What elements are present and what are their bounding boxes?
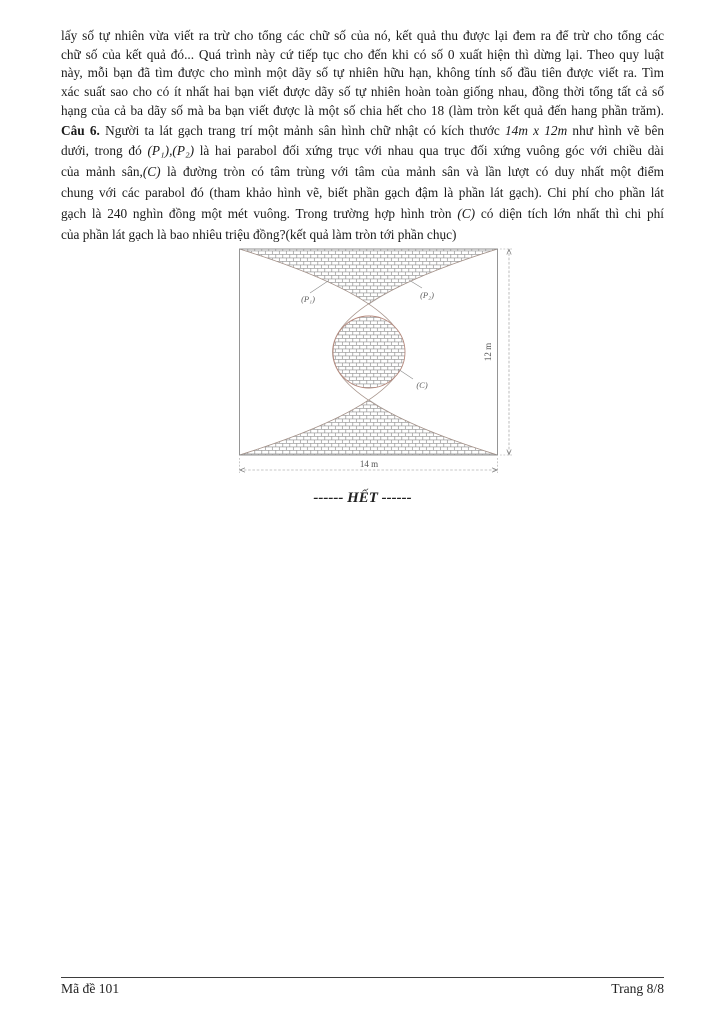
exam-code: Mã đề 101 xyxy=(61,981,120,996)
dimensions-math: 14m x 12m xyxy=(505,122,568,138)
yard-figure xyxy=(239,247,517,479)
text-block xyxy=(61,27,664,245)
page-footer xyxy=(61,981,664,997)
question-line xyxy=(61,121,664,142)
intro-line: lấy số tự nhiên vừa viết ra trừ cho tổng các chữ số của nó, kết quả thu được lại đem ra để trừ cho tổng các xyxy=(61,28,664,43)
c-leader-line xyxy=(398,369,413,379)
question-line xyxy=(61,162,664,183)
question-line: của phần lát gạch là bao nhiêu triệu đồng?(kết quả làm tròn tới phần chục) xyxy=(61,226,457,242)
question-line xyxy=(61,204,664,225)
end-of-exam-marker: ------ HẾT ------ xyxy=(313,490,412,506)
bottom-tiled-region xyxy=(240,400,498,455)
question-text: là đường tròn có tâm trùng với tâm của mảnh sân và lần lượt có duy nhất một điểm xyxy=(160,164,664,180)
yard-diagram-svg xyxy=(239,247,517,479)
question-text: của mảnh sân, xyxy=(61,164,143,180)
question-text: dưới, trong đó xyxy=(61,143,148,159)
circle-label: (C) xyxy=(416,380,428,390)
circle-math: (C) xyxy=(457,205,476,221)
question-text: là hai parabol đối xứng trục với nhau qua trục đối xứng vuông góc với chiều dài xyxy=(194,143,664,159)
question-number-label: Câu 6. xyxy=(61,122,100,138)
intro-line: chữ số của kết quả đó... Quá trình này cứ tiếp tục cho đến khi có số 0 xuất hiện thì dừng lại. Theo quy luật xyxy=(61,46,664,62)
intro-line: này, mỗi bạn đã tìm được cho mình một dãy số tự nhiên hữu hạn, không tính số đầu tiên được viết ra. Tìm xyxy=(61,65,664,81)
p1-leader-line xyxy=(310,281,328,293)
question-6-paragraph xyxy=(61,121,664,246)
height-dimension-label: 12 m xyxy=(483,342,493,362)
question-text: Người ta lát gạch trang trí một mảnh sân hình chữ nhật có kích thước xyxy=(99,122,506,138)
intro-paragraph xyxy=(61,27,664,121)
intro-line: hạng của cả ba dãy số mà ba bạn viết được là một số chia hết cho 18 (làm tròn kết quả đến hang phần trăm). xyxy=(61,102,664,118)
top-tiled-region xyxy=(240,249,498,304)
p2-leader-line xyxy=(409,280,422,288)
parabola2-label: (P₂) xyxy=(420,290,434,300)
question-text: có diện tích lớn nhất thì chi phí xyxy=(475,205,664,221)
question-text: như hình vẽ bên xyxy=(567,122,664,138)
right-extension-lines xyxy=(500,249,513,455)
parabola1-label: (P₁) xyxy=(301,294,315,304)
circle-math: (C) xyxy=(142,164,161,180)
page-number: Trang 8/8 xyxy=(611,981,664,996)
intro-line: xác suất sao cho có ít nhất hai bạn viết được dãy số tự nhiên hoàn toàn giống nhau, đồng thời tổng tất cả số xyxy=(61,84,664,100)
question-text: gạch là 240 nghìn đồng một mét vuông. Trong trường hợp hình tròn xyxy=(61,205,458,221)
question-line xyxy=(61,141,664,162)
footer-divider xyxy=(61,977,664,978)
question-line: chung với các parabol đó (tham khảo hình vẽ, biết phần gạch đậm là phần lát gạch). Chi phí cho phần lát xyxy=(61,184,664,200)
parabola-math: (P₁),(P₂) xyxy=(147,143,194,159)
width-dimension-label: 14 m xyxy=(359,459,379,469)
circle-c xyxy=(333,316,405,388)
